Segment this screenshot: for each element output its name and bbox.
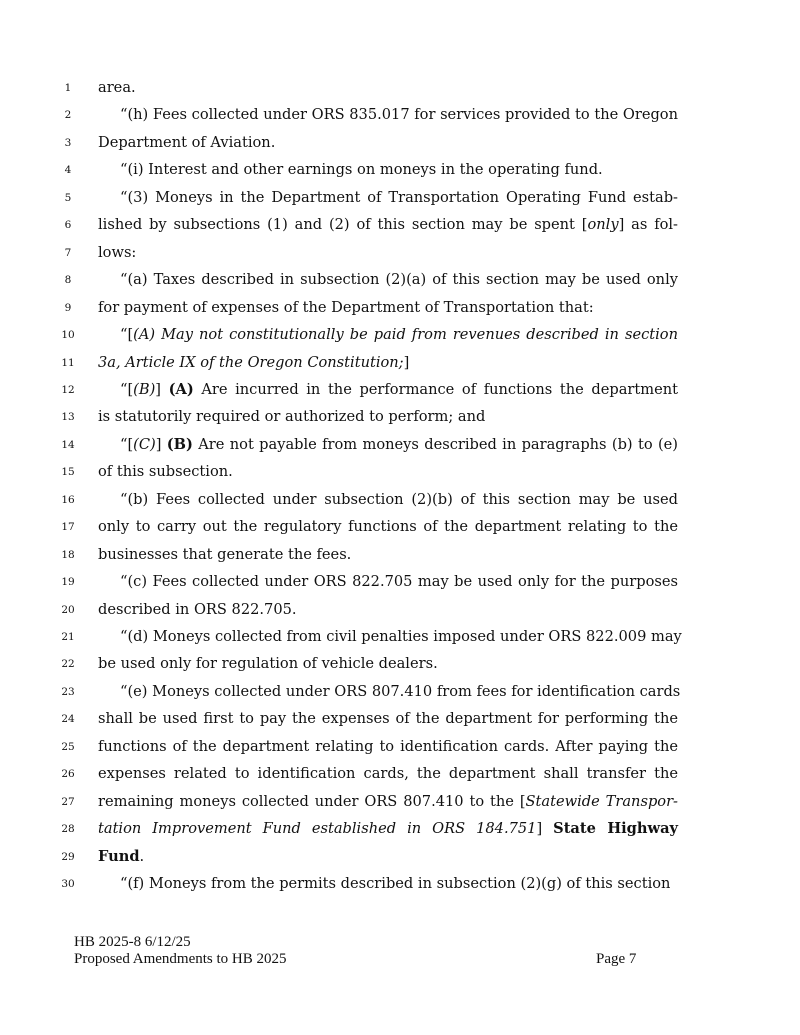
- text-line: [98, 848, 678, 866]
- text-line: [98, 79, 678, 97]
- text-segment: ] as fol-: [618, 216, 678, 233]
- text-segment: “(i) Interest and other earnings on moneys in the operating fund.: [120, 161, 603, 178]
- text-segment: “(e) Moneys collected under ORS 807.410 from fees for identification cards: [120, 683, 681, 700]
- italic-text: (C): [133, 436, 156, 453]
- text-segment: “(c) Fees collected under ORS 822.705 may be used only for the purposes: [120, 573, 678, 590]
- line-number: 22: [61, 658, 75, 670]
- text-line: [98, 518, 678, 536]
- text-segment: “(f) Moneys from the permits described in subsection (2)(g) of this section: [120, 875, 671, 892]
- text-segment: of this subsection.: [98, 463, 233, 480]
- text-segment: ]: [536, 820, 554, 837]
- text-segment: lows:: [98, 244, 137, 261]
- line-number: 5: [64, 192, 72, 204]
- text-line: [98, 326, 678, 344]
- text-segment: functions of the department relating to identification cards. After paying the: [98, 738, 678, 755]
- italic-text: (B): [133, 381, 156, 398]
- footer-bill-id: HB 2025-8 6/12/25: [74, 934, 191, 950]
- text-line: [98, 408, 678, 426]
- text-line: [98, 189, 678, 207]
- line-number: 11: [61, 357, 75, 369]
- line-number: 24: [61, 713, 75, 725]
- line-number: 17: [61, 521, 75, 533]
- text-line: [98, 793, 678, 811]
- text-line: [98, 299, 678, 317]
- text-line: [98, 820, 678, 838]
- text-segment: “[: [120, 436, 134, 453]
- line-number: 27: [61, 796, 75, 808]
- footer-description: Proposed Amendments to HB 2025: [74, 951, 287, 967]
- bold-text: (A): [168, 381, 194, 398]
- line-number: 28: [61, 823, 75, 835]
- text-line: [98, 628, 682, 646]
- line-number: 4: [64, 164, 72, 176]
- text-segment: area.: [98, 79, 136, 96]
- line-number: 19: [61, 576, 75, 588]
- line-number: 18: [61, 549, 75, 561]
- line-number: 20: [61, 604, 75, 616]
- text-segment: described in ORS 822.705.: [98, 601, 297, 618]
- italic-text: Statewide Transpor-: [525, 793, 678, 810]
- text-line: [98, 875, 678, 893]
- text-line: [98, 161, 678, 179]
- text-line: [98, 381, 678, 399]
- text-line: [98, 134, 678, 152]
- text-segment: expenses related to identification cards, the department shall transfer the: [98, 765, 678, 782]
- text-segment: be used only for regulation of vehicle dealers.: [98, 655, 438, 672]
- italic-text: tation Improvement Fund established in ORS 184.751: [98, 820, 537, 837]
- text-segment: “[: [120, 381, 134, 398]
- line-number: 23: [61, 686, 75, 698]
- text-line: [98, 655, 678, 673]
- text-line: [98, 573, 678, 591]
- text-segment: “(d) Moneys collected from civil penalties imposed under ORS 822.009 may: [120, 628, 682, 645]
- text-segment: ]: [403, 354, 410, 371]
- italic-text: only: [587, 216, 619, 233]
- text-segment: Are incurred in the performance of functions the department: [193, 381, 678, 398]
- text-segment: for payment of expenses of the Department of Transportation that:: [98, 299, 594, 316]
- text-line: [98, 683, 681, 701]
- text-segment: shall be used first to pay the expenses of the department for performing the: [98, 710, 678, 727]
- footer-page-number: Page 7: [596, 951, 637, 967]
- line-number: 14: [61, 439, 75, 451]
- text-segment: Department of Aviation.: [98, 134, 276, 151]
- line-number: 1: [64, 82, 72, 94]
- line-number: 16: [61, 494, 75, 506]
- text-line: [98, 354, 678, 372]
- text-segment: ]: [155, 436, 167, 453]
- line-number: 26: [61, 768, 75, 780]
- text-line: [98, 436, 678, 454]
- text-segment: lished by subsections (1) and (2) of this section may be spent [: [98, 216, 588, 233]
- text-line: [98, 491, 678, 509]
- text-segment: Are not payable from moneys described in paragraphs (b) to (e): [192, 436, 678, 453]
- bold-text: (B): [166, 436, 193, 453]
- line-number: 21: [61, 631, 75, 643]
- text-line: [98, 244, 678, 262]
- text-line: [98, 710, 678, 728]
- text-line: [98, 463, 678, 481]
- line-number: 12: [61, 384, 75, 396]
- text-segment: “(3) Moneys in the Department of Transportation Operating Fund estab-: [120, 189, 678, 206]
- line-number: 25: [61, 741, 75, 753]
- text-segment: ]: [155, 381, 169, 398]
- text-line: [98, 601, 678, 619]
- line-number: 15: [61, 466, 75, 478]
- line-number: 10: [61, 329, 75, 341]
- line-number: 3: [64, 137, 72, 149]
- text-line: [98, 546, 678, 564]
- text-segment: “[: [120, 326, 134, 343]
- line-number: 9: [64, 302, 72, 314]
- text-segment: is statutorily required or authorized to perform; and: [98, 408, 486, 425]
- text-line: [98, 106, 678, 124]
- text-segment: businesses that generate the fees.: [98, 546, 352, 563]
- line-number: 29: [61, 851, 75, 863]
- italic-text: (A) May not constitutionally be paid from revenues described in section: [133, 326, 678, 343]
- line-number: 7: [64, 247, 72, 259]
- line-number: 13: [61, 411, 75, 423]
- text-line: [98, 216, 678, 234]
- line-number: 30: [61, 878, 75, 890]
- text-segment: remaining moneys collected under ORS 807.410 to the [: [98, 793, 526, 810]
- text-segment: “(a) Taxes described in subsection (2)(a) of this section may be used only: [120, 271, 678, 288]
- text-segment: only to carry out the regulatory functions of the department relating to the: [98, 518, 678, 535]
- text-line: [98, 271, 678, 289]
- text-line: [98, 738, 678, 756]
- line-number: 8: [64, 274, 72, 286]
- text-segment: “(b) Fees collected under subsection (2)(b) of this section may be used: [120, 491, 678, 508]
- text-line: [98, 765, 678, 783]
- text-segment: “(h) Fees collected under ORS 835.017 for services provided to the Oregon: [120, 106, 678, 123]
- italic-text: 3a, Article IX of the Oregon Constitution;: [98, 354, 404, 371]
- bold-text: Fund: [98, 848, 140, 865]
- bold-text: State Highway: [553, 820, 679, 837]
- text-segment: .: [139, 848, 145, 865]
- line-number: 2: [64, 109, 72, 121]
- line-number: 6: [64, 219, 72, 231]
